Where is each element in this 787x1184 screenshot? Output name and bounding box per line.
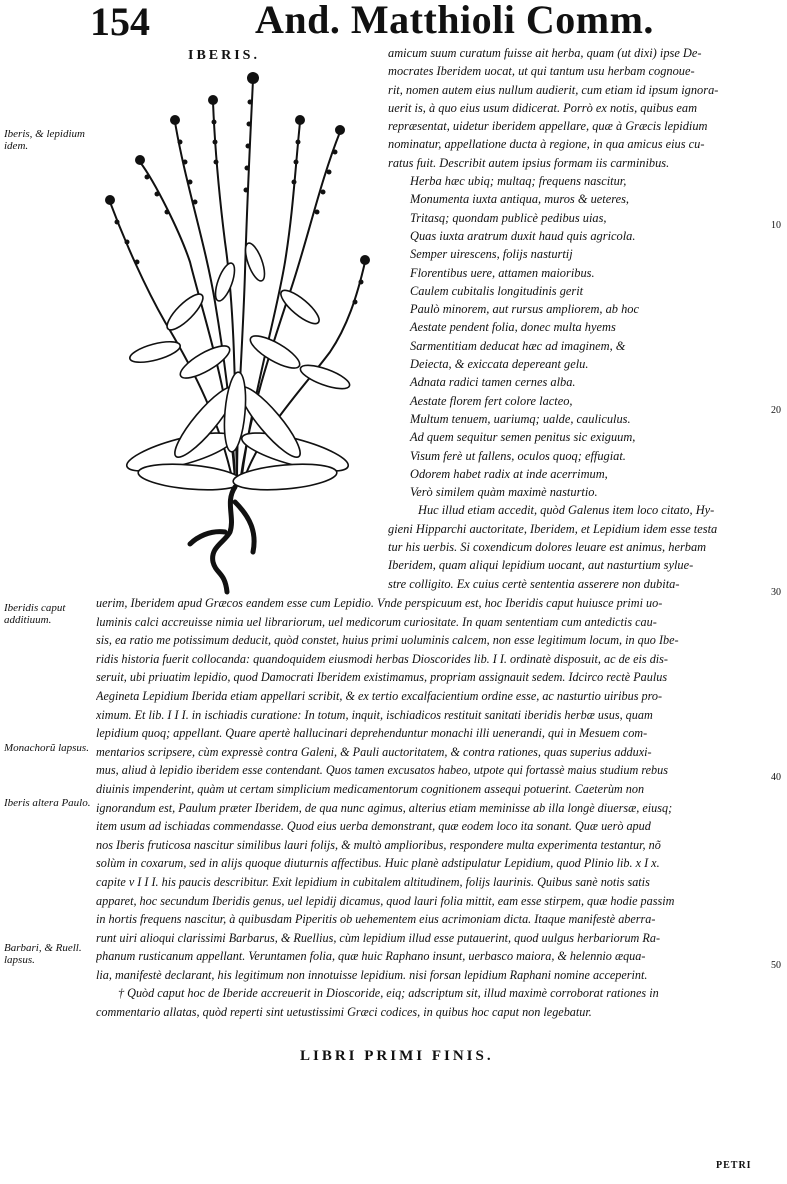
verse-line: Quas iuxta aratrum duxit haud quis agricola. — [410, 228, 636, 243]
text-line: commentario allatas, quòd reperti sint uetustissimi Græci codices, in quibus hoc caput non legebatur. — [96, 1005, 592, 1020]
plant-leaf — [162, 289, 207, 334]
verse-line: Paulò minorem, aut rursus ampliorem, ab hoc — [410, 302, 639, 317]
text-line: runt uiri alioqui clarissimi Barbarus, & Ruellius, cùm lepidium illud esse putauerint, quod uulgus herbariorum Ra- — [96, 930, 661, 945]
text-line: luminis calci accreuisse nimia uel librariorum, uel medicorum curiositate. In quam sententiam cum antedictis cau- — [96, 614, 657, 629]
text-line: in hortis frequens nascitur, à quibusdam Piperitis ob uehementem eius acrimoniam dicta. Itaque manifestè aberra- — [96, 912, 656, 927]
text-line: nominatur, appellatione ducta à regione, in qua amicus eius cu- — [388, 137, 705, 152]
verse-line: Monumenta iuxta antiqua, muros & ueteres, — [410, 192, 629, 207]
plant-leaf — [298, 361, 352, 394]
line-number-marker: 30 — [771, 587, 781, 598]
verse-line: Verò similem quàm maximè nasturtio. — [410, 485, 598, 500]
verse-line: Aestate pendent folia, donec multa hyems — [410, 320, 616, 335]
text-line: mentarios scripsere, cùm expressè contra Galeni, & Pauli auctoritatem, & contra rationes, quas superius adduxi- — [96, 744, 652, 759]
text-line: item usum ad ischiadas commendasse. Quod eius uerba demonstrant, quæ eodem loco ita sonant. Quæ uerò apud — [96, 819, 651, 834]
text-line: Huc illud etiam accedit, quòd Galenus item loco citato, Hy- — [418, 503, 715, 518]
text-line: Aegineta Lepidium Iberida etiam appellari scribit, & ex tertio excalfacientium ordine esse, ac nasturtio uiribus pro- — [96, 688, 663, 703]
text-line: tur his uerbis. Si coxendicum dolores leuare est animus, herbam — [388, 540, 707, 555]
flower-cluster — [360, 255, 370, 265]
text-line: ignorandum est, Paulum præter Iberidem, de qua nunc agimus, alterius etiam meminisse ab illa longè diuersæ, eiusq; — [96, 800, 673, 815]
margin-note: Iberis altera Paulo. — [4, 797, 91, 809]
verse-line: Odorem habet radix at inde acerrimum, — [410, 466, 608, 481]
verse-line: Deiecta, & exiccata depereant gelu. — [410, 357, 589, 372]
colophon: LIBRI PRIMI FINIS. — [300, 1048, 494, 1064]
text-line: ridis historia fuerit collocanda: quandoquidem eiusmodi herbas Dioscorides lib. I I. ordinatè disposuit, ac de eis dis- — [96, 651, 668, 666]
text-line: solùm in coxarum, sed in alijs quoque diuturnis affectibus. Huic planè adstipulatur Lepidium, quod Plinio lib. x I x. — [96, 856, 660, 871]
line-number-marker: 20 — [771, 405, 781, 416]
verse-line: Multum tenuem, uariumq; ualde, cauliculus. — [410, 411, 631, 426]
plant-leaf — [128, 338, 182, 367]
verse-line: Herba hæc ubiq; multaq; frequens nascitur, — [410, 174, 627, 189]
verse-line: Semper uirescens, folijs nasturtij — [410, 247, 573, 262]
verse-line: Caulem cubitalis longitudinis gerit — [410, 283, 584, 298]
line-number-marker: 50 — [771, 960, 781, 971]
text-line: ximum. Et lib. I I I. in ischiadis curatione: In totum, inquit, ischiadicos restituit sanitati iberidis herbæ usus, quam — [96, 707, 653, 722]
page-number: 154 — [90, 0, 150, 44]
verse-line: Adnata radici tamen cernes alba. — [410, 375, 576, 390]
flower-cluster — [295, 115, 305, 125]
plant-leaf — [212, 261, 239, 303]
flower-cluster — [135, 155, 145, 165]
text-line: apparet, hoc secundum Iberidis genus, uel lepidij dicamus, quod lauri folia mittit, eam esse stirpem, quæ hodie passim — [96, 893, 675, 908]
text-line: phanum rusticanum appellant. Veruntamen folia, quæ huic Raphano insunt, uerbasco maiora, & helennio æqua- — [96, 949, 646, 964]
full-width-text — [96, 594, 768, 1022]
flower-cluster — [247, 72, 259, 84]
verse-line: Sarmentitiam deducat hæc ad imaginem, & — [410, 338, 626, 353]
text-line: diuinis impenderint, quàm ut certam simplicium medicamentorum cognitionem assequi potuerint. Caeterùm non — [96, 781, 645, 796]
text-line: capite v I I I. his paucis describitur. Exit lepidium in cubitalem altitudinem, folijs laurinis. Quibus sanè notis satis — [96, 874, 650, 889]
flower-cluster — [170, 115, 180, 125]
verse-line: Visum ferè ut fallens, oculos quoq; effugiat. — [410, 448, 626, 463]
basal-leaf — [232, 461, 338, 494]
text-line: gieni Hipparchi auctoritate, Iberidem, et Lepidium idem esse testa — [388, 521, 718, 536]
plant-caption: IBERIS. — [188, 48, 260, 63]
line-number-marker: 40 — [771, 772, 781, 783]
plant-root — [190, 487, 254, 592]
right-column-text — [388, 44, 766, 593]
verse-line: Tritasq; quondam publicè pedibus uias, — [410, 210, 607, 225]
flower-cluster — [105, 195, 115, 205]
basal-leaf — [137, 461, 243, 494]
text-line: rit, nomen autem eius nullum audierit, cum etiam id ipsum ignora- — [388, 82, 719, 97]
plant-leaf — [276, 285, 323, 328]
text-line: lia, manifestè declarant, his legitimum non innotuisse lepidium. nisi forsan lepidium Raphani nomine acceperint. — [96, 967, 648, 982]
line-number-marker: 10 — [771, 220, 781, 231]
text-line: uerim, Iberidem apud Græcos eandem esse cum Lepidio. Vnde perspicuum est, hoc Iberidis caput huiusce primi uo- — [96, 596, 663, 610]
flower-cluster — [208, 95, 218, 105]
text-line: † Quòd caput hoc de Iberide accreuerit in Dioscoride, eiq; adscriptum sit, illud maximè corroborat rationes in — [118, 986, 659, 1001]
text-line: amicum suum curatum fuisse ait herba, quam (ut dixi) ipse De- — [388, 46, 702, 60]
verse-line: Ad quem sequitur semen penitus sic exiguum, — [410, 430, 636, 445]
text-line: mocrates Iberidem uocat, ut qui tantum usu herbam cognoue- — [388, 64, 695, 79]
text-line: lepidium quoq; appellant. Quare apertè hallucinari deprehenduntur monachi illi uenerandi, qui in Mesuem com- — [96, 726, 648, 741]
plant-woodcut-illustration — [85, 62, 395, 607]
catchword: PETRI — [716, 1160, 752, 1171]
margin-note: Iberis, & lepidium idem. — [4, 128, 85, 152]
text-line: mus, aliud à lepidio iberidem esse contendant. Quos tamen excusatos habeo, utpote qui fortassè maius studium rebus — [96, 763, 668, 778]
margin-note: Iberidis caput additiuum. — [4, 602, 66, 626]
text-line: ratus fuit. Describit autem ipsius formam iis carminibus. — [388, 155, 670, 170]
text-line: stre colligito. Ex cuius certè sententia asserere non dubita- — [388, 576, 680, 591]
verse-line: Florentibus uere, attamen maioribus. — [410, 265, 595, 280]
text-line: Iberidem, quam aliqui lepidium uocant, aut nasturtium sylue- — [388, 558, 694, 573]
flower-cluster — [335, 125, 345, 135]
text-line: repræsentat, uidetur iberidem appellare, quæ à Græcis lepidium — [388, 119, 708, 134]
text-line: nos Iberis fruticosa nascitur similibus lauri folijs, & multò amplioribus, respondere multa experimenta testantur, nõ — [96, 837, 661, 852]
verse-line: Aestate florem fert colore lacteo, — [410, 393, 573, 408]
margin-note: Monachorũ lapsus. — [4, 742, 89, 754]
text-line: uerit is, à quo eius usum didicerat. Porrò ex notis, quibus eam — [388, 100, 698, 115]
running-head: And. Matthioli Comm. — [255, 0, 654, 42]
text-line: seruit, ubi priuatim lepidio, quod Damocrati Iberidem existimamus, propriam assignauit sedem. Idcirco rectè Paulus — [96, 670, 668, 685]
text-line: sis, ea ratio me potissimum deducit, quòd constet, huius primi uoluminis calcem, non esse legitimum locum, in quo Ibe- — [96, 633, 679, 648]
margin-note: Barbari, & Ruell. lapsus. — [4, 942, 82, 966]
